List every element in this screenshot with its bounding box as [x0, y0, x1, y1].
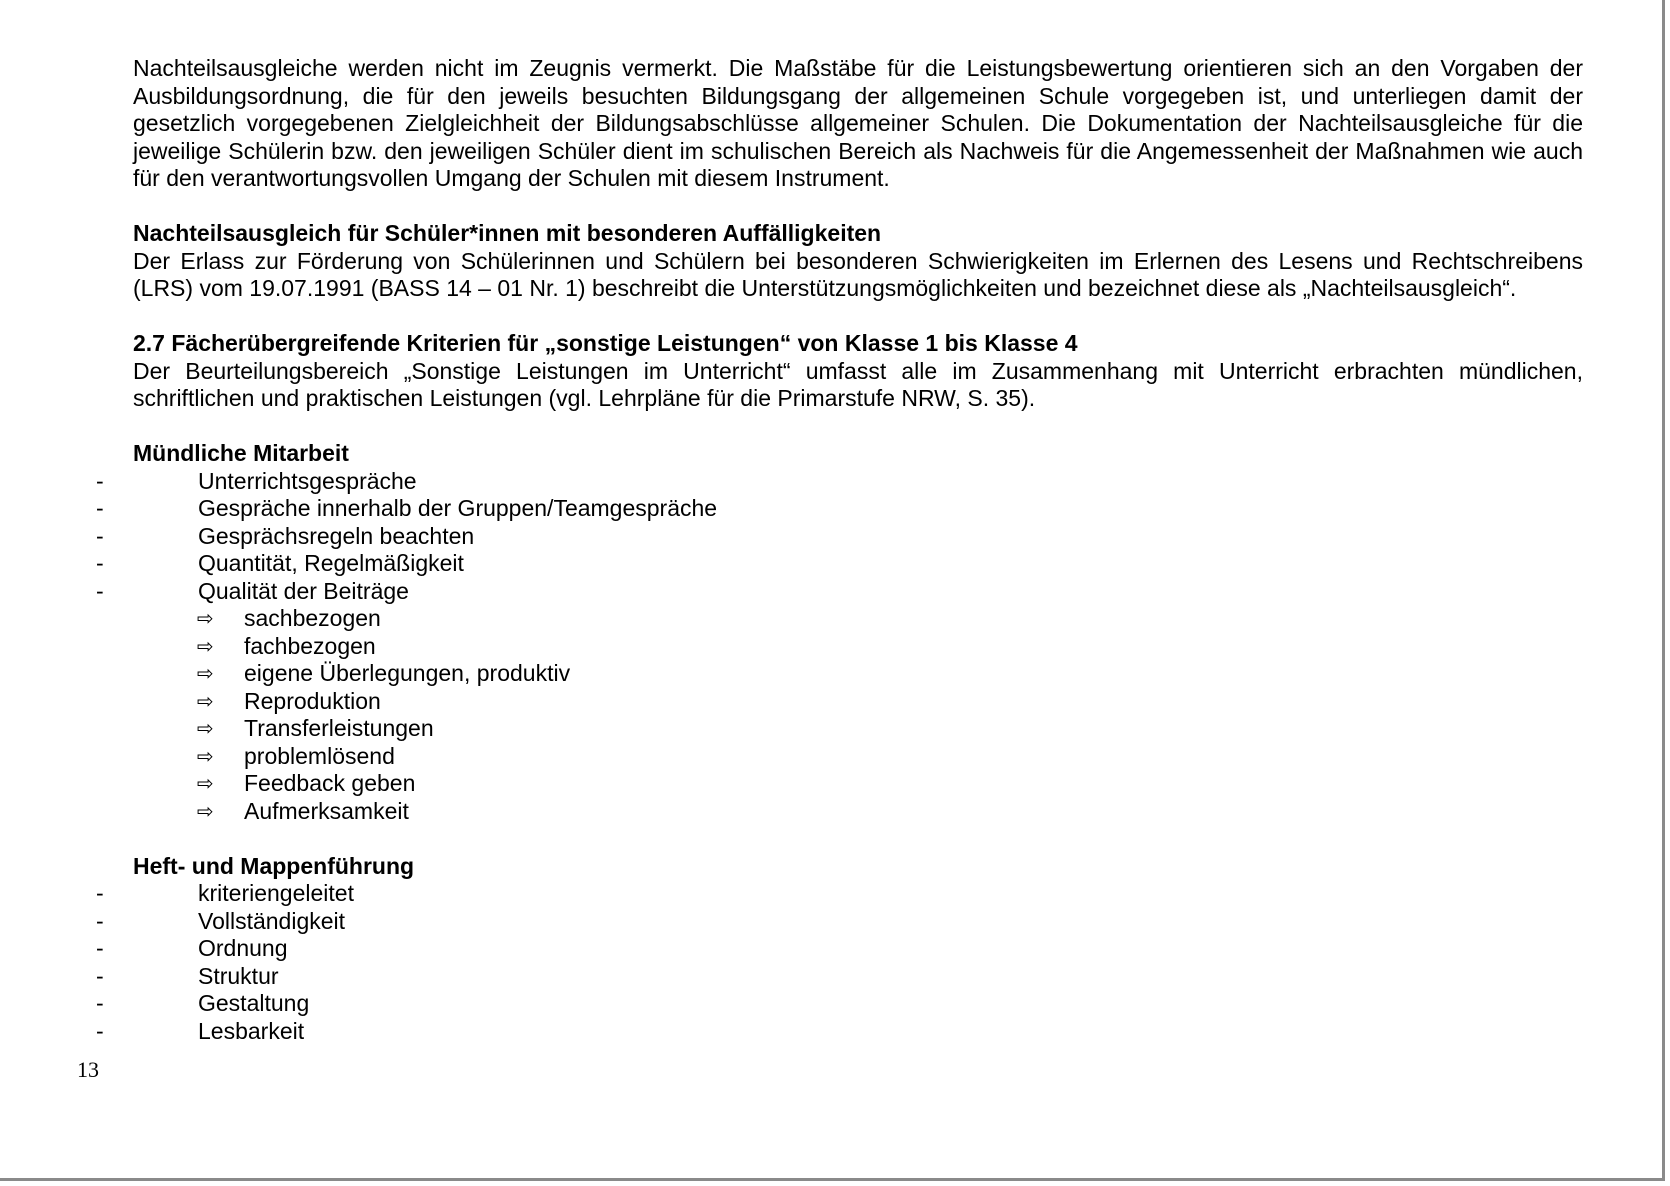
arrow-right-icon: ⇨ [197, 716, 214, 740]
list-item-text: Gesprächsregeln beachten [198, 522, 475, 549]
sub-list-item-text: sachbezogen [244, 605, 381, 631]
heft-mappenfuehrung-heading: Heft- und Mappenführung [133, 852, 415, 879]
dash-bullet: - [96, 1017, 104, 1044]
list-item-text: Gespräche innerhalb der Gruppen/Teamgespräche [198, 495, 718, 521]
list-item-text: Struktur [198, 962, 279, 989]
sub-list-item [133, 633, 1583, 661]
list-item [96, 880, 1583, 908]
dash-bullet: - [96, 550, 104, 576]
sub-list-item [133, 605, 1583, 633]
heft-mappenfuehrung-list [96, 880, 1583, 1045]
qualitaet-sub-list [133, 605, 1583, 825]
section-heading-lrs: Nachteilsausgleich für Schüler*innen mit besonderen Auffälligkeiten [133, 220, 882, 246]
arrow-right-icon: ⇨ [197, 633, 214, 658]
spacer [133, 193, 1583, 221]
dash-bullet: - [96, 467, 104, 494]
intro-paragraph: Nachteilsausgleiche werden nicht im Zeugnis vermerkt. Die Maßstäbe für die Leistungsbewertung orientieren sich an den Vorgaben der Ausbildungsordnung, die für den jeweils besuchten Bildungsgang der allgemeinen Schule vorgegeben ist, und unterliegen damit der gesetzlich vorgegebenen Zielgleichheit der Bildungsabschlüsse allgemeiner Schulen. Die Dokumentation der Nachteilsausgleiche für die jeweilige Schülerin bzw. den jeweiligen Schüler dient im schulischen Bereich als Nachweis für die Angemessenheit der Maßnahmen wie auch für den verantwortungsvollen Umgang der Schulen mit diesem Instrument. [133, 55, 1583, 191]
list-item [96, 522, 1583, 551]
list-item-text: Lesbarkeit [198, 1017, 305, 1044]
dash-bullet: - [96, 907, 104, 934]
spacer [133, 303, 1583, 331]
sub-list-item-text: fachbezogen [244, 632, 376, 659]
list-item-text: kriteriengeleitet [198, 880, 354, 906]
list-item [96, 990, 1583, 1018]
sub-list-item-text: eigene Überlegungen, produktiv [244, 660, 571, 686]
dash-bullet: - [96, 495, 104, 521]
arrow-right-icon: ⇨ [197, 688, 214, 713]
list-item-text: Quantität, Regelmäßigkeit [198, 550, 464, 576]
sub-list-item-text: Transferleistungen [244, 715, 434, 741]
list-item-text: Ordnung [198, 935, 288, 961]
section-2-7-paragraph: Der Beurteilungsbereich „Sonstige Leistungen im Unterricht“ umfasst alle im Zusammenhang mit Unterricht erbrachten mündlichen, schriftlichen und praktischen Leistungen (vgl. Lehrpläne für die Primarstufe NRW, S. 35). [133, 357, 1583, 411]
list-item [96, 1017, 1583, 1046]
arrow-right-icon: ⇨ [197, 661, 214, 685]
section-heading-2-7: 2.7 Fächerübergreifende Kriterien für „sonstige Leistungen“ von Klasse 1 bis Klasse 4 [133, 330, 1078, 356]
sub-list-item [133, 688, 1583, 716]
dash-bullet: - [96, 880, 104, 906]
muendliche-mitarbeit-list [96, 467, 1583, 606]
sub-list-item [133, 660, 1583, 688]
list-item [96, 467, 1583, 496]
dash-bullet: - [96, 962, 104, 989]
dash-bullet: - [96, 990, 104, 1016]
sub-list-item [133, 715, 1583, 743]
list-item [96, 962, 1583, 991]
list-item [96, 907, 1583, 936]
arrow-right-icon: ⇨ [197, 743, 214, 768]
list-item [96, 935, 1583, 963]
list-item-text: Gestaltung [198, 990, 310, 1016]
sub-list-item [133, 743, 1583, 771]
dash-bullet: - [96, 577, 104, 604]
dash-bullet: - [96, 935, 104, 961]
sub-list-item [133, 770, 1583, 798]
muendliche-mitarbeit-heading: Mündliche Mitarbeit [133, 440, 349, 466]
spacer [133, 825, 1583, 853]
arrow-right-icon: ⇨ [197, 771, 214, 795]
list-item [96, 577, 1583, 606]
sub-list-item [133, 798, 1583, 826]
dash-bullet: - [96, 522, 104, 549]
page-content [96, 55, 1583, 1045]
sub-list-item-text: problemlösend [244, 742, 395, 769]
page-number: 13 [77, 1057, 99, 1082]
list-item-text: Qualität der Beiträge [198, 577, 409, 604]
sub-list-item-text: Reproduktion [244, 687, 381, 714]
arrow-right-icon: ⇨ [197, 606, 214, 630]
spacer [133, 413, 1583, 441]
list-item [96, 550, 1583, 578]
lrs-paragraph: Der Erlass zur Förderung von Schülerinnen und Schülern bei besonderen Schwierigkeiten im Erlernen des Lesens und Rechtschreibens (LRS) vom 19.07.1991 (BASS 14 – 01 Nr. 1) beschreibt die Unterstützungsmöglichkeiten und bezeichnet diese als „Nachteilsausgleich“. [133, 247, 1583, 301]
list-item-text: Vollständigkeit [198, 907, 346, 934]
sub-list-item-text: Aufmerksamkeit [244, 797, 409, 824]
list-item-text: Unterrichtsgespräche [198, 467, 417, 494]
arrow-right-icon: ⇨ [197, 798, 214, 823]
list-item [96, 495, 1583, 523]
sub-list-item-text: Feedback geben [244, 770, 416, 796]
